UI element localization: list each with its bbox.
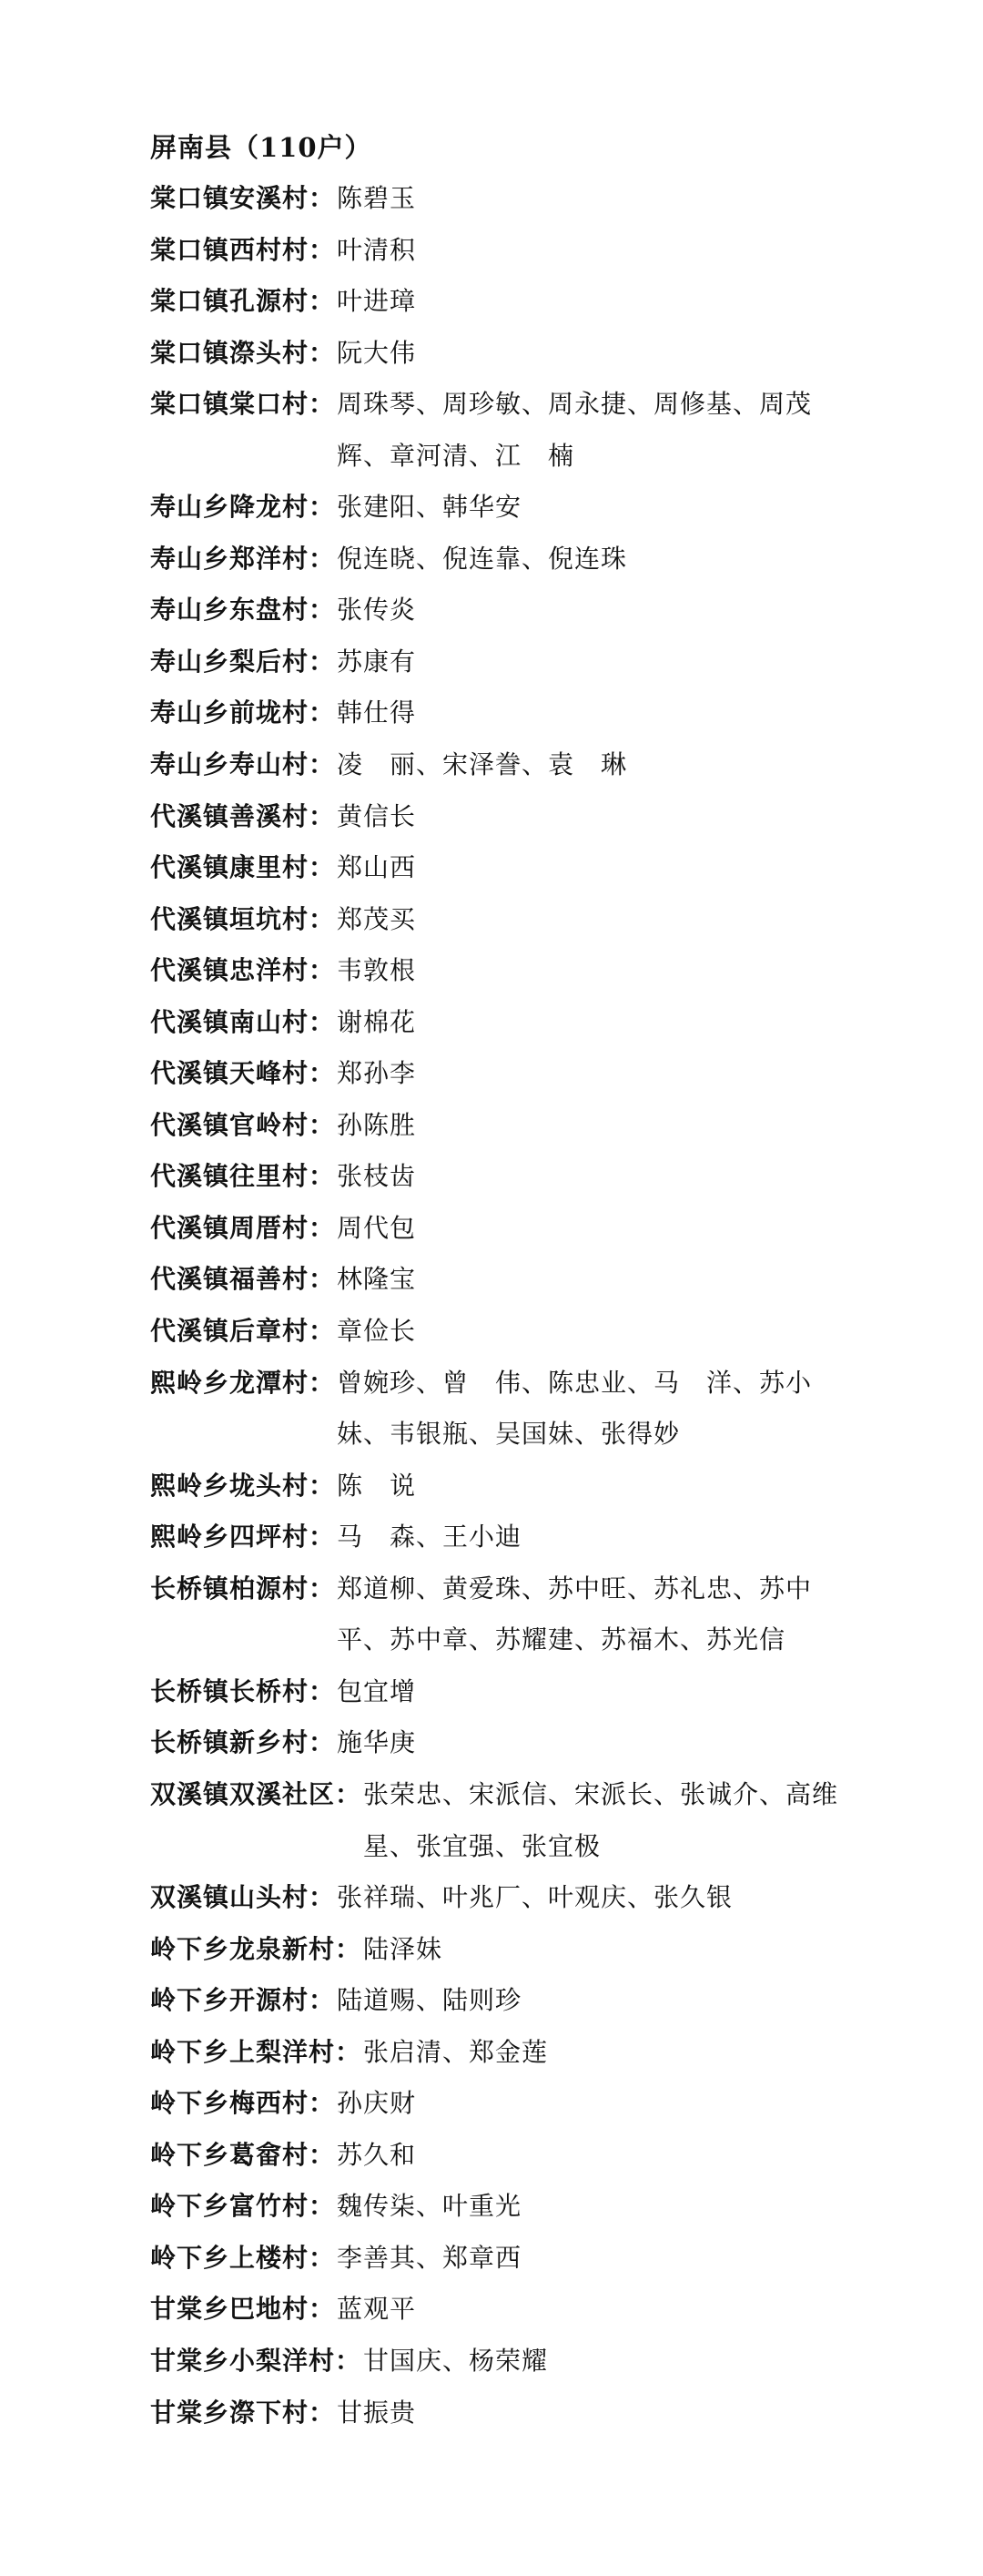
village-label: 代溪镇官岭村： — [150, 1109, 336, 1140]
list-item — [150, 1048, 860, 1100]
list-item — [150, 2130, 860, 2182]
village-label: 代溪镇垣坑村： — [150, 903, 336, 934]
village-label: 代溪镇南山村： — [150, 1006, 336, 1037]
village-label: 双溪镇山头村： — [150, 1882, 336, 1913]
village-label: 代溪镇善溪村： — [150, 800, 336, 831]
list-item — [150, 1563, 860, 1666]
village-label: 棠口镇安溪村： — [150, 183, 336, 213]
list-item — [150, 1461, 860, 1512]
household-names: 倪连晓、倪连靠、倪连珠 — [337, 543, 628, 574]
list-item — [150, 1254, 860, 1306]
list-item — [150, 2078, 860, 2130]
list-item — [150, 1975, 860, 2027]
household-names: 孙庆财 — [337, 2088, 417, 2119]
list-item — [150, 173, 860, 225]
list-item — [150, 1203, 860, 1255]
household-names: 陈 说 — [337, 1470, 417, 1501]
list-item — [150, 2336, 860, 2388]
household-names: 阮大伟 — [337, 337, 417, 368]
village-label: 寿山乡梨后村： — [150, 646, 336, 677]
village-label: 熙岭乡垅头村： — [150, 1470, 336, 1501]
list-item — [150, 585, 860, 636]
list-item — [150, 482, 860, 534]
list-item — [150, 276, 860, 328]
village-label: 棠口镇漈头村： — [150, 337, 336, 368]
village-label: 代溪镇后章村： — [150, 1316, 336, 1347]
village-label: 寿山乡寿山村： — [150, 749, 336, 780]
household-names: 黄信长 — [337, 800, 417, 831]
household-names: 甘振贵 — [337, 2397, 417, 2428]
household-names: 章俭长 — [337, 1316, 417, 1347]
household-names: 苏康有 — [337, 646, 417, 677]
village-label: 岭下乡龙泉新村： — [150, 1933, 362, 1964]
list-item — [150, 791, 860, 843]
list-item — [150, 225, 860, 277]
village-label: 熙岭乡龙潭村： — [150, 1367, 336, 1398]
household-names: 张启清、郑金莲 — [363, 2036, 549, 2067]
village-label: 寿山乡前垅村： — [150, 697, 336, 728]
village-label: 代溪镇康里村： — [150, 852, 336, 883]
household-names: 陈碧玉 — [337, 183, 417, 213]
list-item — [150, 1306, 860, 1358]
list-item — [150, 2233, 860, 2285]
list-item — [150, 1151, 860, 1203]
household-names: 周代包 — [337, 1212, 417, 1243]
household-names: 郑孙李 — [337, 1058, 417, 1089]
household-names: 马 森、王小迪 — [337, 1522, 522, 1553]
list-item — [150, 1358, 860, 1461]
list-item — [150, 2284, 860, 2336]
village-label: 长桥镇长桥村： — [150, 1675, 336, 1706]
list-item — [150, 2388, 860, 2439]
village-label: 甘棠乡小梨洋村： — [150, 2345, 362, 2376]
household-names: 张枝齿 — [337, 1161, 417, 1192]
household-names: 陆道赐、陆则珍 — [337, 1985, 522, 2016]
household-names: 叶进璋 — [337, 286, 417, 317]
village-label: 代溪镇忠洋村： — [150, 955, 336, 986]
list-item — [150, 997, 860, 1049]
list-item — [150, 842, 860, 894]
village-label: 棠口镇西村村： — [150, 234, 336, 265]
list-item — [150, 2027, 860, 2079]
list-item — [150, 687, 860, 739]
household-names: 包宜增 — [337, 1675, 417, 1706]
household-names: 孙陈胜 — [337, 1109, 417, 1140]
household-names: 李善其、郑章西 — [337, 2242, 522, 2273]
list-item — [150, 379, 860, 482]
list-item — [150, 1872, 860, 1924]
household-names: 张祥瑞、叶兆厂、叶观庆、张久银 — [337, 1882, 734, 1913]
county-heading: 屏南县（110户） — [150, 132, 372, 163]
list-item — [150, 2181, 860, 2233]
village-label: 岭下乡开源村： — [150, 1985, 336, 2016]
village-label: 岭下乡富竹村： — [150, 2191, 336, 2222]
list-item — [150, 636, 860, 688]
village-label: 代溪镇福善村： — [150, 1264, 336, 1295]
household-names: 凌 丽、宋泽誊、袁 琳 — [337, 749, 628, 780]
household-names: 施华庚 — [337, 1727, 417, 1758]
village-label: 寿山乡降龙村： — [150, 492, 336, 523]
village-label: 岭下乡上楼村： — [150, 2242, 336, 2273]
village-label: 棠口镇孔源村： — [150, 286, 336, 317]
household-names: 谢棉花 — [337, 1006, 417, 1037]
household-names: 魏传柒、叶重光 — [337, 2191, 522, 2222]
household-names: 张建阳、韩华安 — [337, 492, 522, 523]
household-names: 郑山西 — [337, 852, 417, 883]
household-names: 郑道柳、黄爱珠、苏中旺、苏礼忠、苏中平、苏中章、苏耀建、苏福木、苏光信 — [337, 1573, 813, 1655]
household-names: 张荣忠、宋派信、宋派长、张诚介、高维星、张宜强、张宜极 — [363, 1778, 839, 1861]
village-label: 代溪镇周厝村： — [150, 1212, 336, 1243]
list-item — [150, 1666, 860, 1718]
list-item — [150, 894, 860, 946]
list-item — [150, 945, 860, 997]
household-names: 甘国庆、杨荣耀 — [363, 2345, 549, 2376]
village-label: 岭下乡上梨洋村： — [150, 2036, 362, 2067]
village-label: 甘棠乡漈下村： — [150, 2397, 336, 2428]
household-names: 张传炎 — [337, 595, 417, 626]
list-item — [150, 328, 860, 380]
village-label: 岭下乡梅西村： — [150, 2088, 336, 2119]
village-label: 岭下乡葛畲村： — [150, 2139, 336, 2170]
household-names: 韦敦根 — [337, 955, 417, 986]
village-label: 甘棠乡巴地村： — [150, 2294, 336, 2325]
household-names: 曾婉珍、曾 伟、陈忠业、马 洋、苏小妹、韦银瓶、吴国妹、张得妙 — [337, 1367, 813, 1450]
village-label: 寿山乡郑洋村： — [150, 543, 336, 574]
household-names: 叶清积 — [337, 234, 417, 265]
household-list — [150, 173, 860, 2439]
village-label: 代溪镇天峰村： — [150, 1058, 336, 1089]
village-label: 双溪镇双溪社区： — [150, 1778, 362, 1809]
list-item — [150, 1512, 860, 1563]
village-label: 寿山乡东盘村： — [150, 595, 336, 626]
village-label: 熙岭乡四坪村： — [150, 1522, 336, 1553]
household-names: 周珠琴、周珍敏、周永捷、周修基、周茂辉、章河清、江 楠 — [337, 389, 813, 471]
list-item — [150, 1100, 860, 1152]
village-label: 棠口镇棠口村： — [150, 389, 336, 420]
list-item — [150, 739, 860, 791]
village-label: 长桥镇柏源村： — [150, 1573, 336, 1604]
household-names: 蓝观平 — [337, 2294, 417, 2325]
household-names: 林隆宝 — [337, 1264, 417, 1295]
household-names: 郑茂买 — [337, 903, 417, 934]
village-label: 代溪镇往里村： — [150, 1161, 336, 1192]
list-item — [150, 1924, 860, 1976]
list-item — [150, 1769, 860, 1872]
household-names: 苏久和 — [337, 2139, 417, 2170]
household-names: 陆泽妹 — [363, 1933, 443, 1964]
list-item — [150, 534, 860, 585]
household-names: 韩仕得 — [337, 697, 417, 728]
list-item — [150, 1717, 860, 1769]
village-label: 长桥镇新乡村： — [150, 1727, 336, 1758]
